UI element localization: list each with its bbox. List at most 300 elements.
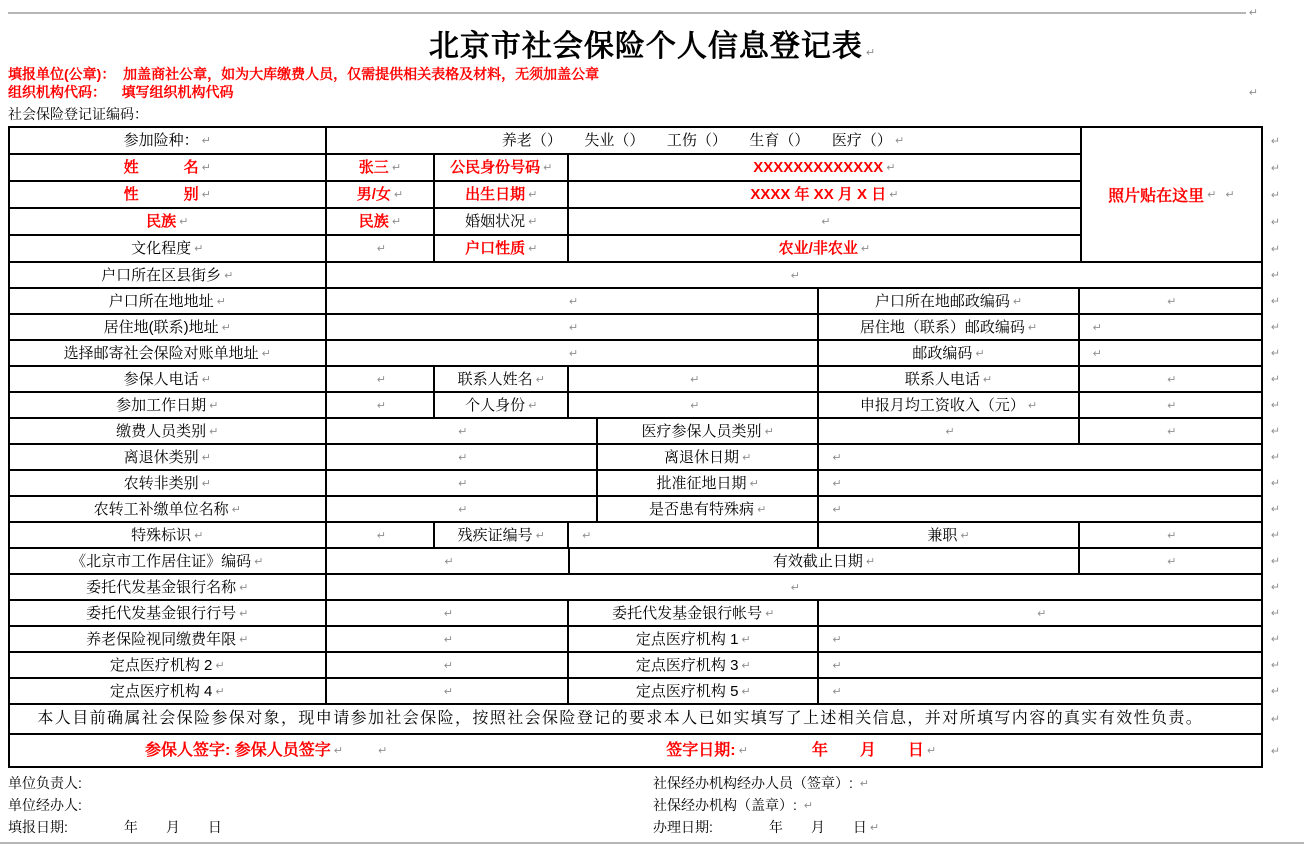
pilcrow-mark: ↵	[1270, 242, 1280, 255]
pilcrow-mark: ↵	[960, 528, 970, 542]
pilcrow-mark: ↵	[1270, 502, 1280, 516]
field-value-cell[interactable]	[1080, 549, 1261, 573]
pilcrow-mark: ↵	[209, 398, 219, 412]
pilcrow-mark: ↵	[535, 528, 545, 542]
pilcrow-mark: ↵	[528, 398, 538, 412]
title-row	[0, 21, 1304, 65]
pilcrow-mark: ↵	[832, 450, 842, 464]
pilcrow-mark: ↵	[1270, 294, 1280, 308]
footer-signoff-block	[8, 772, 1288, 838]
field-text: 是否患有特殊病	[649, 500, 755, 518]
photo-placeholder-label: 照片贴在这里	[1108, 188, 1205, 205]
field-label-cell	[10, 393, 327, 417]
field-label-cell	[435, 236, 569, 261]
field-label-cell	[10, 341, 327, 365]
field-value-cell[interactable]	[569, 236, 1079, 261]
page-title: 北京市社会保险个人信息登记表	[428, 30, 863, 63]
pilcrow-mark: ↵	[1270, 346, 1280, 360]
field-value-cell[interactable]	[819, 419, 1079, 443]
pilcrow-mark: ↵	[790, 580, 800, 594]
pilcrow-mark: ↵	[443, 632, 453, 646]
field-value-cell[interactable]	[327, 128, 1080, 153]
field-text: 《北京市工作居住证》编码	[71, 552, 252, 570]
pilcrow-mark: ↵	[458, 476, 468, 490]
field-label-cell	[10, 627, 327, 651]
pilcrow-mark: ↵	[391, 161, 402, 174]
agency-seal-label: 社保经办机构（盖章）: ↵	[653, 797, 813, 813]
pilcrow-mark: ↵	[333, 744, 343, 757]
field-label-cell	[819, 341, 1079, 365]
field-text: XXXX 年 XX 月 X 日	[750, 186, 887, 203]
field-label-cell	[598, 419, 819, 443]
pilcrow-mark: ↵	[690, 398, 700, 412]
spacer-text	[343, 743, 375, 759]
pilcrow-mark: ↵	[215, 658, 225, 672]
pilcrow-mark: ↵	[201, 372, 211, 386]
field-text: 委托代发基金银行行号	[86, 604, 237, 622]
field-text: 养老（） 失业（） 工伤（） 生育（） 医疗（）	[501, 132, 892, 149]
pilcrow-mark: ↵	[376, 398, 387, 412]
field-label-cell	[10, 471, 327, 495]
field-label-cell	[10, 549, 327, 573]
pilcrow-mark: ↵	[832, 632, 842, 646]
field-label-cell	[10, 367, 327, 391]
field-text: 出生日期	[465, 186, 526, 203]
pilcrow-mark: ↵	[1270, 684, 1280, 698]
field-value-cell[interactable]	[327, 497, 598, 521]
table-row	[10, 315, 1280, 341]
table-row	[10, 471, 1280, 497]
table-row	[10, 263, 1280, 289]
field-text: 农转工补缴单位名称	[93, 500, 229, 518]
pilcrow-mark: ↵	[378, 744, 388, 757]
pilcrow-mark: ↵	[1167, 372, 1177, 386]
field-label-cell	[435, 155, 569, 180]
field-value-cell[interactable]	[327, 393, 436, 417]
pilcrow-mark: ↵	[1270, 606, 1280, 620]
unit-handler-label: 单位经办人:	[8, 797, 82, 813]
field-text: 户口性质	[465, 240, 526, 257]
pilcrow-mark: ↵	[443, 684, 453, 698]
field-label-cell	[435, 209, 569, 234]
field-text: 户口所在地地址	[108, 292, 214, 310]
pilcrow-mark: ↵	[1270, 528, 1280, 542]
pilcrow-mark: ↵	[832, 658, 842, 672]
table-row	[10, 419, 1280, 445]
field-value-cell[interactable]	[327, 523, 436, 547]
field-label-cell	[10, 209, 327, 234]
pilcrow-mark: ↵	[741, 684, 751, 698]
field-value-cell[interactable]	[569, 209, 1079, 234]
field-value-cell[interactable]	[1080, 289, 1261, 313]
pilcrow-mark: ↵	[261, 346, 271, 360]
table-row	[10, 523, 1280, 549]
field-value-cell[interactable]	[327, 445, 598, 469]
pilcrow-mark: ↵	[376, 242, 387, 255]
field-label-cell	[598, 445, 819, 469]
field-label-cell	[598, 497, 819, 521]
pilcrow-mark: ↵	[1270, 215, 1280, 228]
field-label-cell	[10, 236, 327, 261]
field-label-cell	[819, 315, 1079, 339]
pilcrow-mark: ↵	[1270, 372, 1280, 386]
field-label-cell	[10, 653, 327, 677]
pilcrow-mark: ↵	[239, 606, 249, 620]
pilcrow-mark: ↵	[1037, 606, 1047, 620]
pilcrow-mark: ↵	[1167, 424, 1177, 438]
footer-left-column	[8, 772, 653, 838]
pilcrow-mark: ↵	[1270, 554, 1280, 568]
field-value-cell[interactable]	[327, 367, 436, 391]
table-row	[10, 705, 1280, 735]
pilcrow-mark: ↵	[1027, 398, 1038, 412]
field-label-cell	[10, 289, 327, 313]
pilcrow-mark: ↵	[1270, 450, 1280, 464]
field-value-cell[interactable]	[819, 627, 1261, 651]
pilcrow-mark: ↵	[749, 476, 759, 490]
field-value-cell[interactable]	[1080, 367, 1261, 391]
field-value-cell[interactable]	[327, 575, 1261, 599]
pilcrow-mark: ↵	[832, 684, 842, 698]
field-label-cell	[435, 367, 569, 391]
field-text: 邮政编码	[912, 344, 973, 362]
field-value-cell[interactable]	[1080, 341, 1261, 365]
pilcrow-mark: ↵	[945, 424, 955, 438]
field-text: 参保人签字: 参保人员签字	[145, 741, 331, 759]
pilcrow-mark: ↵	[209, 424, 219, 438]
table-row	[10, 182, 1280, 209]
field-text: 日	[907, 741, 924, 759]
field-label-cell	[10, 128, 327, 153]
pilcrow-mark: ↵	[886, 161, 896, 174]
field-label-cell	[10, 419, 327, 443]
field-value-cell[interactable]	[327, 601, 570, 625]
table-row	[10, 128, 1280, 155]
pilcrow-mark: ↵	[194, 528, 204, 542]
pilcrow-mark: ↵	[528, 215, 538, 228]
pilcrow-mark: ↵	[1167, 554, 1177, 568]
field-value-cell[interactable]	[327, 182, 436, 207]
field-value-cell[interactable]	[327, 627, 570, 651]
pilcrow-mark: ↵	[458, 502, 468, 516]
pilcrow-mark: ↵	[1270, 134, 1280, 147]
field-label-cell	[570, 549, 1079, 573]
field-text: 年	[811, 741, 828, 759]
table-row	[10, 155, 1280, 182]
registration-form-table	[8, 126, 1280, 768]
pilcrow-mark: ↵	[543, 161, 553, 174]
pilcrow-mark: ↵	[216, 294, 226, 308]
pilcrow-mark: ↵	[832, 502, 842, 516]
pilcrow-mark: ↵	[765, 606, 775, 620]
pilcrow-mark: ↵	[1167, 294, 1177, 308]
process-date-label: 办理日期: 年 月 日 ↵	[653, 819, 880, 835]
pilcrow-mark: ↵	[444, 554, 454, 568]
field-value-cell[interactable]	[819, 679, 1261, 703]
pilcrow-mark: ↵	[254, 554, 264, 568]
pilcrow-mark: ↵	[1270, 398, 1280, 412]
field-value-cell[interactable]	[569, 155, 1079, 180]
field-text: 民族	[358, 213, 389, 230]
pilcrow-mark: ↵	[528, 188, 538, 201]
field-value-cell[interactable]	[819, 601, 1261, 625]
table-row	[10, 549, 1280, 575]
field-value-cell[interactable]	[819, 445, 1261, 469]
field-value-cell[interactable]	[819, 497, 1261, 521]
pilcrow-mark: ↵	[821, 215, 831, 228]
pilcrow-mark: ↵	[975, 346, 985, 360]
field-value-cell[interactable]	[327, 155, 436, 180]
field-label-cell	[819, 367, 1079, 391]
note-label: 组织机构代码：	[8, 84, 122, 100]
pilcrow-mark: ↵	[443, 658, 453, 672]
pilcrow-mark: ↵	[859, 776, 869, 790]
field-value-cell[interactable]	[1080, 315, 1261, 339]
table-row	[10, 209, 1280, 236]
note-fill-unit	[8, 66, 1258, 83]
agency-handler-label: 社保经办机构经办人员（签章）: ↵	[653, 775, 869, 791]
field-text: 参保人电话	[123, 370, 199, 388]
table-row	[10, 575, 1280, 601]
field-label-cell	[598, 471, 819, 495]
pilcrow-mark: ↵	[690, 372, 700, 386]
spacer-text	[748, 743, 812, 759]
field-value-cell[interactable]	[327, 263, 1261, 287]
field-text: 批准征地日期	[656, 474, 747, 492]
pilcrow-mark: ↵	[1027, 320, 1038, 334]
field-label-cell	[569, 627, 819, 651]
pilcrow-mark: ↵	[1092, 346, 1102, 360]
field-value-cell[interactable]	[1080, 393, 1261, 417]
field-text: 文化程度	[131, 240, 192, 257]
pilcrow-mark: ↵	[889, 188, 899, 201]
pilcrow-mark: ↵	[1248, 86, 1258, 99]
field-value-cell[interactable]	[1080, 419, 1261, 443]
pilcrow-mark: ↵	[894, 134, 905, 147]
pilcrow-mark: ↵	[201, 134, 211, 147]
field-label-cell	[435, 523, 569, 547]
pilcrow-mark: ↵	[443, 606, 453, 620]
field-label-cell	[10, 705, 1261, 733]
pilcrow-mark: ↵	[764, 424, 774, 438]
pilcrow-mark: ↵	[1207, 188, 1217, 201]
table-row	[10, 341, 1280, 367]
field-label-cell	[10, 497, 327, 521]
pilcrow-mark: ↵	[458, 424, 468, 438]
pilcrow-mark: ↵	[201, 161, 211, 174]
field-text: 养老保险视同缴费年限	[86, 630, 237, 648]
table-row	[10, 445, 1280, 471]
field-text: 月	[859, 741, 876, 759]
field-label-cell	[819, 393, 1079, 417]
horizontal-rule	[8, 12, 1246, 14]
field-value-cell[interactable]	[569, 523, 819, 547]
field-label-cell	[819, 289, 1079, 313]
field-value-cell[interactable]	[569, 393, 819, 417]
pilcrow-mark: ↵	[376, 372, 387, 386]
field-value-cell[interactable]	[327, 236, 436, 261]
pilcrow-mark: ↵	[1270, 268, 1280, 282]
field-text: 民族	[146, 213, 177, 230]
note-text: 填写组织机构代码	[121, 84, 234, 100]
pilcrow-mark: ↵	[741, 632, 751, 646]
pilcrow-mark: ↵	[1092, 320, 1102, 334]
field-label-cell	[569, 653, 819, 677]
pilcrow-mark: ↵	[239, 580, 249, 594]
note-label: 填报单位(公章)：	[8, 66, 124, 82]
table-row	[10, 653, 1280, 679]
pilcrow-mark: ↵	[742, 450, 752, 464]
field-label-cell	[435, 182, 569, 207]
pilcrow-mark: ↵	[194, 242, 204, 255]
field-text: 农业/非农业	[778, 240, 858, 257]
pilcrow-mark: ↵	[201, 450, 211, 464]
field-text: 离退休日期	[664, 448, 740, 466]
field-value-cell[interactable]	[327, 653, 570, 677]
field-text: 居住地(联系)地址	[103, 318, 219, 336]
spacer-text	[876, 743, 908, 759]
field-label-cell	[10, 263, 327, 287]
field-label-cell	[10, 445, 327, 469]
field-text: 选择邮寄社会保险对账单地址	[63, 344, 259, 362]
field-text: 兼职	[927, 526, 958, 544]
pilcrow-mark: ↵	[376, 528, 387, 542]
pilcrow-mark: ↵	[790, 268, 800, 282]
field-value-cell[interactable]	[327, 341, 820, 365]
field-label-cell	[10, 315, 327, 339]
field-text: 委托代发基金银行名称	[86, 578, 237, 596]
field-text: 公民身份号码	[450, 159, 541, 176]
pilcrow-mark: ↵	[1167, 398, 1177, 412]
field-value-cell[interactable]	[569, 182, 1079, 207]
field-text: 定点医疗机构 3	[635, 656, 739, 674]
pilcrow-mark: ↵	[1012, 294, 1023, 308]
field-text: 婚姻状况	[465, 213, 526, 230]
header-rule	[8, 6, 1258, 19]
field-text: 男/女	[356, 186, 391, 203]
field-value-cell[interactable]	[819, 471, 1261, 495]
footer-right-column	[653, 772, 1288, 838]
pilcrow-mark: ↵	[1167, 528, 1177, 542]
field-text: 参加险种：	[123, 132, 199, 149]
pilcrow-mark: ↵	[982, 372, 993, 386]
field-value-cell[interactable]	[327, 549, 571, 573]
field-value-cell[interactable]	[1080, 523, 1261, 547]
table-row	[10, 289, 1280, 315]
field-label-cell	[10, 182, 327, 207]
table-row	[10, 393, 1280, 419]
field-label-cell	[10, 575, 327, 599]
field-label-cell	[435, 393, 569, 417]
pilcrow-mark: ↵	[568, 294, 579, 308]
pilcrow-mark: ↵	[201, 188, 211, 201]
field-text: 联系人电话	[904, 370, 980, 388]
field-value-cell[interactable]	[327, 315, 820, 339]
pilcrow-mark: ↵	[568, 320, 579, 334]
field-text: 户口所在区县街乡	[101, 266, 222, 284]
field-label-cell	[10, 601, 327, 625]
pilcrow-mark: ↵	[865, 554, 876, 568]
pilcrow-mark: ↵	[1270, 632, 1280, 646]
pilcrow-mark: ↵	[869, 820, 880, 834]
pilcrow-mark: ↵	[865, 46, 876, 59]
field-value-cell[interactable]	[327, 209, 436, 234]
table-row	[10, 367, 1280, 393]
field-label-cell	[10, 679, 327, 703]
table-row	[10, 735, 1280, 766]
field-text: 农转非类别	[123, 474, 199, 492]
pilcrow-mark: ↵	[860, 242, 871, 255]
pilcrow-mark: ↵	[231, 502, 241, 516]
pilcrow-mark: ↵	[528, 242, 538, 255]
pilcrow-mark: ↵	[221, 320, 231, 334]
field-value-cell[interactable]	[654, 735, 1261, 766]
field-text: XXXXXXXXXXXXX	[753, 159, 884, 176]
field-text: 参加工作日期	[116, 396, 207, 414]
pilcrow-mark: ↵	[1270, 476, 1280, 490]
pilcrow-mark: ↵	[1270, 161, 1280, 174]
pilcrow-mark: ↵	[179, 215, 189, 228]
fill-date-label: 填报日期: 年 月 日	[8, 819, 222, 835]
pilcrow-mark: ↵	[391, 215, 402, 228]
pilcrow-mark: ↵	[803, 798, 813, 812]
pilcrow-mark: ↵	[1270, 658, 1280, 672]
pilcrow-mark: ↵	[1248, 6, 1258, 19]
pilcrow-mark: ↵	[738, 744, 748, 757]
pilcrow-mark: ↵	[201, 476, 211, 490]
table-row	[10, 236, 1280, 263]
pilcrow-mark: ↵	[1270, 424, 1280, 438]
field-text: 委托代发基金银行帐号	[612, 604, 763, 622]
field-value-cell[interactable]	[327, 471, 598, 495]
field-value-cell[interactable]	[10, 735, 654, 766]
pilcrow-mark: ↵	[1270, 712, 1280, 726]
registration-number-label: 社会保险登记证编码：	[8, 106, 148, 122]
field-text: 联系人姓名	[457, 370, 533, 388]
field-value-cell[interactable]	[569, 367, 819, 391]
field-text: 有效截止日期	[772, 552, 863, 570]
table-row	[10, 497, 1280, 523]
note-text: 加盖商社公章，如为大库缴费人员，仅需提供相关表格及材料，无须加盖公章	[123, 66, 600, 82]
pilcrow-mark: ↵	[239, 632, 249, 646]
pilcrow-mark: ↵	[215, 684, 225, 698]
note-org-code	[8, 84, 1258, 101]
field-value-cell[interactable]	[327, 419, 598, 443]
field-label-cell	[569, 601, 819, 625]
field-value-cell[interactable]	[327, 289, 820, 313]
table-row	[10, 601, 1280, 627]
pilcrow-mark: ↵	[1270, 744, 1280, 757]
pilcrow-mark: ↵	[458, 450, 468, 464]
pilcrow-mark: ↵	[582, 528, 592, 542]
photo-placeholder-cell[interactable]	[1080, 128, 1261, 263]
pilcrow-mark: ↵	[535, 372, 545, 386]
field-label-cell	[10, 155, 327, 180]
pilcrow-mark: ↵	[568, 346, 579, 360]
field-text: 缴费人员类别	[116, 422, 207, 440]
field-value-cell[interactable]	[327, 679, 570, 703]
table-row	[10, 679, 1280, 705]
field-text: 特殊标识	[131, 526, 192, 544]
field-label-cell	[569, 679, 819, 703]
field-value-cell[interactable]	[819, 653, 1261, 677]
field-text: 性 别	[123, 186, 199, 203]
field-text: 本人目前确属社会保险参保对象，现申请参加社会保险，按照社会保险登记的要求本人已如实填写了上述相关信息，并对所填写内容的真实有效性负责。	[20, 710, 1204, 727]
pilcrow-mark: ↵	[1270, 320, 1280, 334]
pilcrow-mark: ↵	[832, 476, 842, 490]
field-text: 定点医疗机构 5	[635, 682, 739, 700]
field-text: 残疾证编号	[457, 526, 533, 544]
